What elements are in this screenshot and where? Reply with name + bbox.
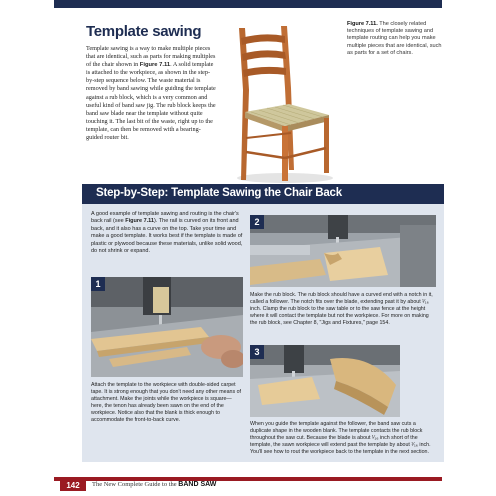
step-intro-figure-reference: Figure 7.11 [125,218,154,225]
step-intro-text-b: ). The rail is curved on its front and back, and it also has a curve on the top. Take your time and make a good template. It works best if the template is made of plastic or plywood because these materials, unlike solid wood, do not shrink or expand. [91,218,243,255]
step-1-number: 1 [91,277,105,291]
step-3-caption: When you guide the template against the follower, the band saw cuts a duplicate shape in the wooden blank. The template contacts the rub block throughout the saw cut. Because the blade is about ¹⁄₁₆ inch short of the template, the sawn workpiece will extend past the template by about ¹⁄₁₆ inch. You'll see how to rout the workpiece back to the template in the next section. [250,421,431,455]
step-2-photo [250,215,436,287]
page-number: 142 [60,480,86,491]
step-3-number: 3 [250,345,264,359]
figure-caption [347,21,445,57]
step-2-number: 2 [250,215,264,229]
figure-caption-text: The closely related techniques of template sawing and template routing can help you make multiple pieces that are identical, such as parts for a set of chairs. [347,21,442,56]
step-by-step-title: Step-by-Step: Template Sawing the Chair Back [96,187,342,199]
top-color-bar [54,0,442,8]
book-title-suffix: BAND SAW [178,481,217,488]
section-title: Template sawing [86,23,202,40]
step-intro-paragraph [91,211,245,255]
step-1-caption: Attach the template to the workpiece with double-sided carpet tape. It is strong enough that you don't need any other means of attachment. Make the joints while the workpiece is square—here, the tenon has already been sawn on the end of the workpiece. Notice also that the blank is thick enough to accommodate the front-to-back curve. [91,382,242,423]
step-2-caption: Make the rub block. The rub block should have a curved end with a notch in it, called a follower. The notch fits over the blade, extending past it by about ¹⁄₁₆ inch. Clamp the rub block to the saw table or to the saw fence at the height where it will contact the template but not the workpiece. For more on making the rub block, see Chapter 8, "Jigs and Fixtures," page 154. [250,292,433,326]
intro-text-b: . A solid template is attached to the workpiece, as shown in the step-by-step sequence below. The waste material is removed by band sawing while guiding the template against a rub block, which is a very common and useful kind of band saw jig. The rub block keeps the band saw blade near the template without quite touching it. The last bit of the waste, right up to the template, can then be removed with a bearing-guided router bit. [86,61,216,142]
step-3-image [250,345,400,417]
step-1-photo [91,277,243,377]
intro-paragraph [86,45,216,142]
step-2-image [250,215,436,287]
figure-reference: Figure 7.11 [139,62,171,69]
figure-label: Figure 7.11. [347,21,378,27]
intro-text-a: Template sawing is a way to make multiple pieces that are identical, such as parts for making multiples of the chair shown in [86,45,216,69]
step-intro-text-a: A good example of template sawing and routing is the chair's back rail (see [91,211,239,225]
book-title-prefix: The New Complete Guide to the [92,481,177,488]
running-footer [92,481,216,488]
chair-photo [225,20,338,185]
step-3-photo [250,345,400,417]
step-1-image [91,277,243,377]
